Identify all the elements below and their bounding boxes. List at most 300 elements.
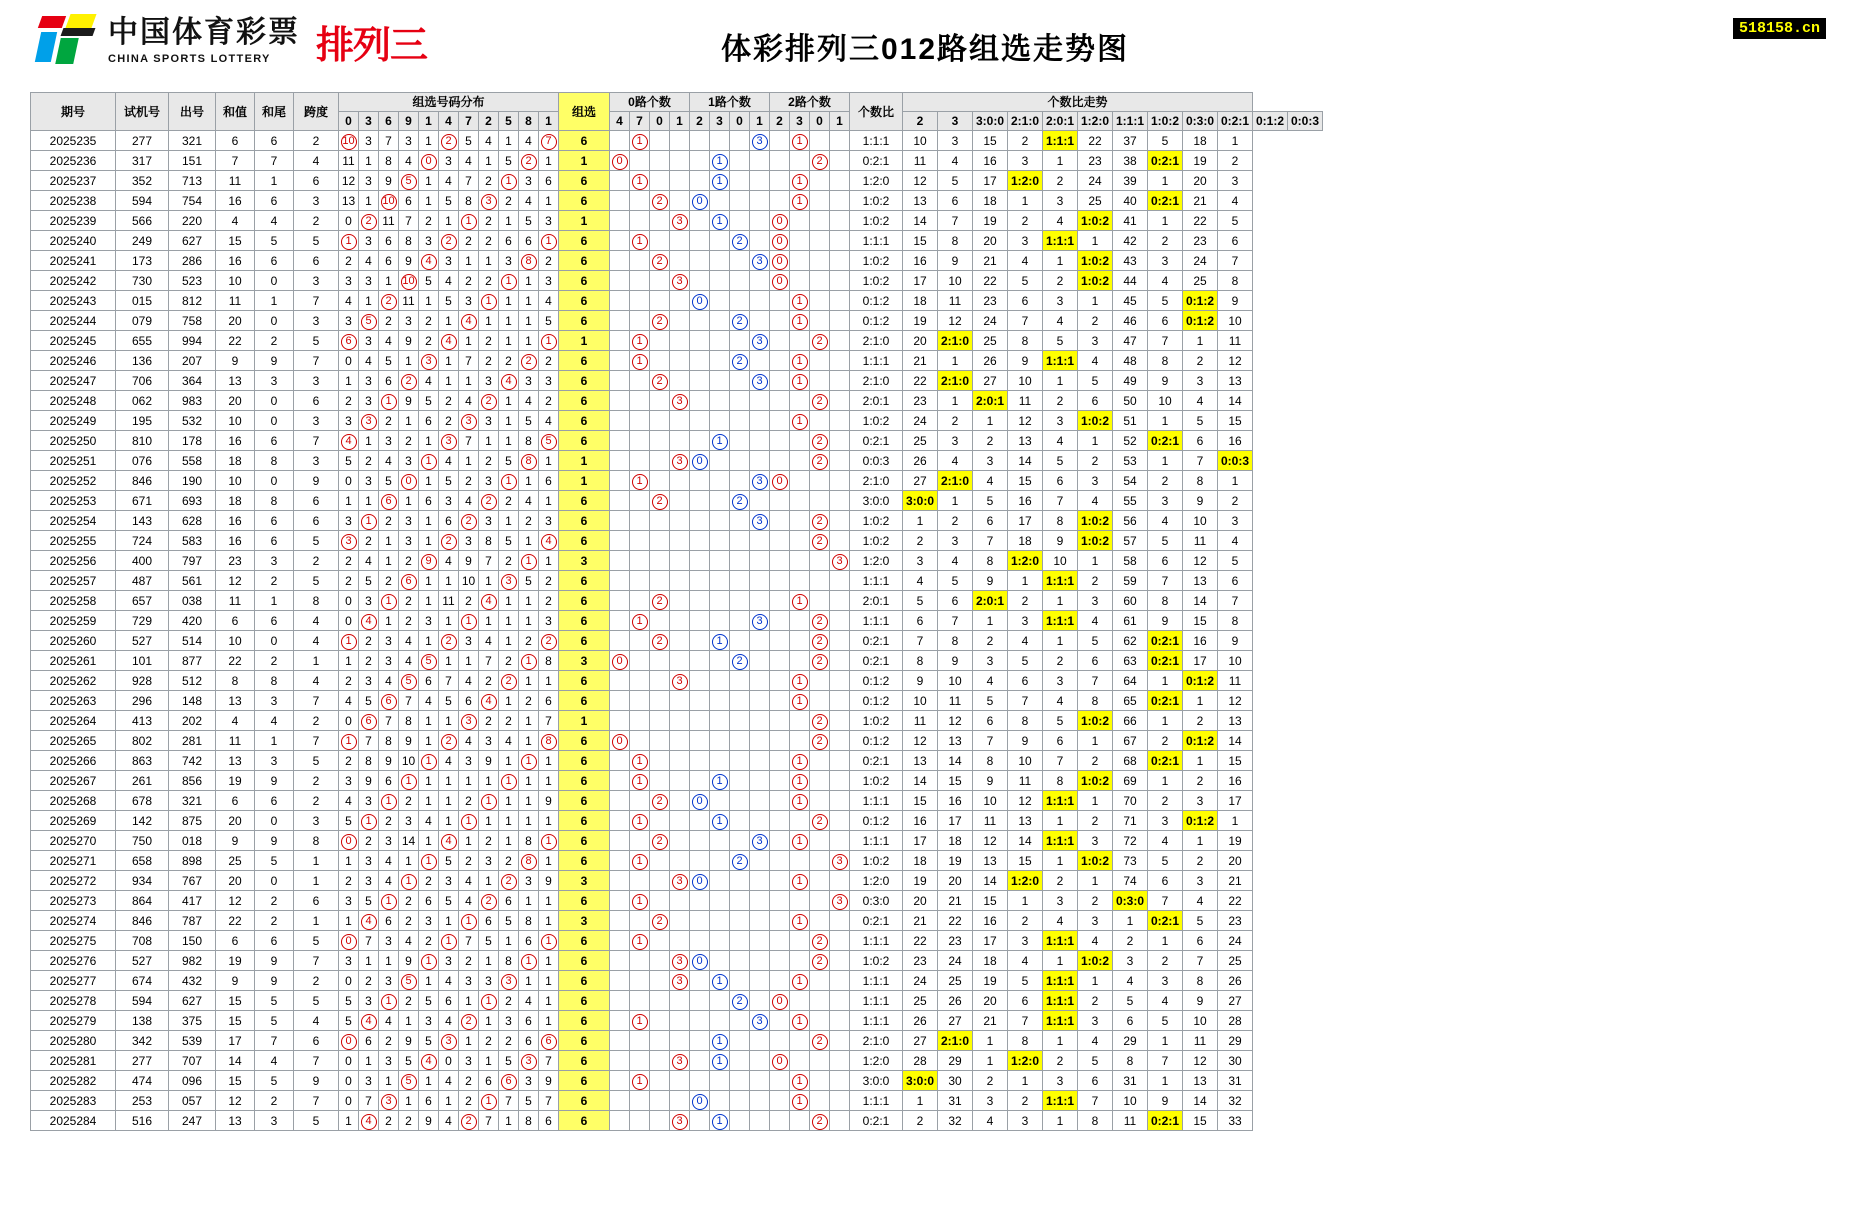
- cell-trend-5: 1: [1078, 791, 1113, 811]
- cell-issue: 2025282: [31, 1071, 116, 1091]
- cell-dist-4: 9: [419, 1111, 439, 1131]
- cell-cnt2-1: [790, 931, 810, 951]
- cell-dist-3: 2: [399, 911, 419, 931]
- cell-cnt1-2: 2: [730, 311, 750, 331]
- cell-cnt1-1: [710, 951, 730, 971]
- cell-cnt0-3: [670, 891, 690, 911]
- th-cnt0-1: 1: [670, 112, 690, 131]
- cell-try: 730: [116, 271, 169, 291]
- cell-dist-1: 7: [359, 931, 379, 951]
- cell-trend-9: 20: [1218, 851, 1253, 871]
- cell-sum: 19: [216, 771, 255, 791]
- cell-cnt2-3: [830, 531, 850, 551]
- cell-dist-2: 3: [379, 931, 399, 951]
- cell-trend-9: 0:0:3: [1218, 451, 1253, 471]
- cell-cnt1-2: [730, 291, 750, 311]
- cell-cnt2-3: [830, 391, 850, 411]
- th-span: 跨度: [294, 93, 339, 131]
- cell-sum: 11: [216, 171, 255, 191]
- cell-trend-2: 1: [973, 611, 1008, 631]
- cell-dist-9: 1: [519, 971, 539, 991]
- cell-dist-7: 2: [479, 391, 499, 411]
- cell-ratio: 1:0:2: [850, 511, 903, 531]
- cell-cnt0-0: [610, 1071, 630, 1091]
- cell-zx: 6: [559, 171, 610, 191]
- cell-trend-5: 24: [1078, 171, 1113, 191]
- cell-cnt0-2: [650, 1071, 670, 1091]
- cell-cnt0-2: [650, 291, 670, 311]
- cell-cnt1-2: [730, 211, 750, 231]
- cell-dist-9: 1: [519, 811, 539, 831]
- cell-cnt1-2: [730, 591, 750, 611]
- cell-sum-tail: 9: [255, 971, 294, 991]
- cell-cnt2-3: [830, 131, 850, 151]
- table-row: [31, 531, 1323, 551]
- th-road0-digit-0: 0: [339, 112, 359, 131]
- cell-cnt2-1: 1: [790, 1011, 810, 1031]
- cell-cnt0-0: [610, 511, 630, 531]
- cell-dist-5: 3: [439, 151, 459, 171]
- cell-cnt1-2: [730, 831, 750, 851]
- cell-cnt0-1: [630, 831, 650, 851]
- cell-cnt1-3: [750, 631, 770, 651]
- cell-cnt0-2: [650, 851, 670, 871]
- cell-sum-tail: 8: [255, 671, 294, 691]
- cell-cnt0-0: [610, 591, 630, 611]
- cell-dist-0: 1: [339, 371, 359, 391]
- cell-dist-8: 6: [499, 891, 519, 911]
- cell-dist-0: 5: [339, 991, 359, 1011]
- cell-dist-7: 1: [479, 771, 499, 791]
- cell-cnt1-0: [690, 1031, 710, 1051]
- cell-trend-9: 32: [1218, 1091, 1253, 1111]
- cell-dist-5: 3: [439, 251, 459, 271]
- trend-table: [30, 92, 1323, 1131]
- cell-trend-0: 14: [903, 771, 938, 791]
- cell-trend-4: 2: [1043, 1051, 1078, 1071]
- th-road1-digit-7: 7: [459, 112, 479, 131]
- th-cnt2-2: 2: [903, 112, 938, 131]
- cell-dist-1: 4: [359, 611, 379, 631]
- cell-trend-0: 3:0:0: [903, 491, 938, 511]
- cell-dist-3: 5: [399, 1051, 419, 1071]
- cell-cnt1-1: 1: [710, 431, 730, 451]
- cell-trend-9: 8: [1218, 271, 1253, 291]
- cell-cnt2-0: [770, 651, 790, 671]
- cell-trend-9: 2: [1218, 151, 1253, 171]
- cell-ratio: 0:3:0: [850, 891, 903, 911]
- cell-trend-5: 3: [1078, 591, 1113, 611]
- cell-cnt2-2: [810, 351, 830, 371]
- cell-ratio: 1:2:0: [850, 551, 903, 571]
- cell-zx: 1: [559, 211, 610, 231]
- cell-ratio: 0:1:2: [850, 731, 903, 751]
- cell-trend-4: 1: [1043, 371, 1078, 391]
- cell-dist-0: 0: [339, 971, 359, 991]
- cell-ratio: 2:0:1: [850, 391, 903, 411]
- cell-cnt1-0: [690, 491, 710, 511]
- cell-cnt0-2: [650, 971, 670, 991]
- cell-dist-0: 5: [339, 811, 359, 831]
- cell-cnt0-1: [630, 871, 650, 891]
- cell-trend-9: 12: [1218, 351, 1253, 371]
- cell-sum: 12: [216, 1091, 255, 1111]
- cell-trend-7: 7: [1148, 891, 1183, 911]
- cell-try: 062: [116, 391, 169, 411]
- cell-sum: 11: [216, 591, 255, 611]
- cell-cnt1-1: [710, 651, 730, 671]
- th-trend-3-0-0: 3:0:0: [973, 112, 1008, 131]
- cell-sum: 22: [216, 651, 255, 671]
- cell-cnt0-3: [670, 291, 690, 311]
- cell-trend-4: 3: [1043, 671, 1078, 691]
- cell-cnt0-2: [650, 1051, 670, 1071]
- cell-trend-3: 16: [1008, 491, 1043, 511]
- cell-trend-9: 30: [1218, 1051, 1253, 1071]
- cell-dist-5: 6: [439, 991, 459, 1011]
- cell-cnt0-2: 2: [650, 311, 670, 331]
- cell-dist-4: 4: [419, 811, 439, 831]
- cell-trend-8: 22: [1183, 211, 1218, 231]
- cell-dist-9: 6: [519, 1031, 539, 1051]
- cell-trend-8: 15: [1183, 1111, 1218, 1131]
- cell-cnt2-1: [790, 571, 810, 591]
- cell-zx: 1: [559, 451, 610, 471]
- th-sum-tail: 和尾: [255, 93, 294, 131]
- cell-trend-7: 2: [1148, 731, 1183, 751]
- cell-ratio: 1:0:2: [850, 191, 903, 211]
- cell-sum: 22: [216, 911, 255, 931]
- cell-try: 142: [116, 811, 169, 831]
- cell-try: 706: [116, 371, 169, 391]
- cell-cnt2-1: [790, 531, 810, 551]
- cell-zx: 6: [559, 1011, 610, 1031]
- cell-sum-tail: 5: [255, 851, 294, 871]
- cell-cnt0-3: [670, 311, 690, 331]
- cell-dist-0: 3: [339, 411, 359, 431]
- cell-sum-tail: 6: [255, 131, 294, 151]
- cell-cnt0-3: 3: [670, 1051, 690, 1071]
- cell-dist-10: 2: [539, 251, 559, 271]
- cell-trend-5: 5: [1078, 631, 1113, 651]
- cell-trend-2: 1: [973, 411, 1008, 431]
- cell-dist-5: 4: [439, 1111, 459, 1131]
- cell-dist-7: 1: [479, 1051, 499, 1071]
- cell-dist-2: 1: [379, 891, 399, 911]
- cell-trend-1: 25: [938, 971, 973, 991]
- cell-sum: 18: [216, 491, 255, 511]
- cell-cnt0-3: [670, 811, 690, 831]
- cell-dist-10: 2: [539, 571, 559, 591]
- cell-cnt2-1: 1: [790, 291, 810, 311]
- cell-cnt0-2: 2: [650, 251, 670, 271]
- cell-cnt2-1: [790, 391, 810, 411]
- cell-zx: 3: [559, 871, 610, 891]
- cell-trend-5: 5: [1078, 371, 1113, 391]
- cell-cnt2-1: [790, 991, 810, 1011]
- cell-trend-6: 4: [1113, 971, 1148, 991]
- cell-cnt0-1: 1: [630, 1071, 650, 1091]
- cell-dist-10: 3: [539, 371, 559, 391]
- cell-dist-0: 6: [339, 331, 359, 351]
- cell-cnt1-1: [710, 291, 730, 311]
- cell-trend-7: 1: [1148, 171, 1183, 191]
- cell-dist-6: 5: [459, 131, 479, 151]
- cell-cnt1-2: [730, 611, 750, 631]
- cell-cnt0-3: [670, 471, 690, 491]
- cell-ratio: 1:1:1: [850, 351, 903, 371]
- cell-trend-2: 9: [973, 771, 1008, 791]
- cell-cnt0-1: [630, 311, 650, 331]
- cell-cnt1-0: [690, 911, 710, 931]
- cell-cnt0-3: [670, 831, 690, 851]
- cell-trend-4: 1:1:1: [1043, 1091, 1078, 1111]
- cell-cnt1-2: [730, 951, 750, 971]
- cell-trend-3: 1: [1008, 191, 1043, 211]
- cell-cnt1-3: [750, 971, 770, 991]
- cell-trend-2: 27: [973, 371, 1008, 391]
- cell-dist-1: 3: [359, 411, 379, 431]
- cell-dist-5: 2: [439, 231, 459, 251]
- cell-trend-5: 25: [1078, 191, 1113, 211]
- cell-cnt1-0: [690, 151, 710, 171]
- cell-span: 7: [294, 731, 339, 751]
- cell-dist-4: 4: [419, 251, 439, 271]
- cell-dist-2: 1: [379, 1071, 399, 1091]
- cell-dist-8: 1: [499, 591, 519, 611]
- cell-dist-3: 5: [399, 1071, 419, 1091]
- cell-cnt0-2: [650, 391, 670, 411]
- table-row: [31, 431, 1323, 451]
- cell-dist-2: 8: [379, 731, 399, 751]
- cell-trend-6: 70: [1113, 791, 1148, 811]
- cell-cnt2-2: [810, 971, 830, 991]
- cell-dist-0: 1: [339, 731, 359, 751]
- cell-trend-4: 4: [1043, 431, 1078, 451]
- cell-issue: 2025259: [31, 611, 116, 631]
- cell-dist-2: 9: [379, 171, 399, 191]
- cell-dist-9: 1: [519, 611, 539, 631]
- cell-cnt0-3: [670, 851, 690, 871]
- cell-dist-8: 5: [499, 1051, 519, 1071]
- table-row: [31, 671, 1323, 691]
- cell-trend-3: 8: [1008, 1031, 1043, 1051]
- cell-trend-1: 4: [938, 551, 973, 571]
- cell-dist-9: 3: [519, 871, 539, 891]
- cell-trend-5: 3: [1078, 831, 1113, 851]
- cell-dist-10: 6: [539, 691, 559, 711]
- cell-dist-2: 3: [379, 631, 399, 651]
- cell-cnt2-0: [770, 331, 790, 351]
- cell-dist-9: 1: [519, 271, 539, 291]
- cell-cnt1-0: [690, 931, 710, 951]
- cell-trend-4: 1:1:1: [1043, 351, 1078, 371]
- cell-dist-7: 2: [479, 831, 499, 851]
- cell-cnt0-2: [650, 511, 670, 531]
- cell-dist-3: 2: [399, 991, 419, 1011]
- th-road2b-digit-7: 7: [630, 112, 650, 131]
- cell-dist-3: 2: [399, 551, 419, 571]
- cell-sum: 10: [216, 471, 255, 491]
- cell-cnt2-2: [810, 751, 830, 771]
- cell-ratio: 1:1:1: [850, 611, 903, 631]
- cell-trend-8: 14: [1183, 591, 1218, 611]
- cell-dist-0: 0: [339, 471, 359, 491]
- cell-trend-6: 62: [1113, 631, 1148, 651]
- cell-cnt2-3: [830, 231, 850, 251]
- cell-trend-4: 8: [1043, 771, 1078, 791]
- cell-cnt2-3: [830, 251, 850, 271]
- cell-cnt2-3: [830, 211, 850, 231]
- cell-issue: 2025248: [31, 391, 116, 411]
- cell-try: 487: [116, 571, 169, 591]
- cell-cnt2-1: 1: [790, 671, 810, 691]
- cell-trend-4: 1: [1043, 1031, 1078, 1051]
- cell-zx: 6: [559, 511, 610, 531]
- cell-trend-4: 1:1:1: [1043, 831, 1078, 851]
- cell-dist-2: 5: [379, 471, 399, 491]
- cell-out: 539: [169, 1031, 216, 1051]
- cell-dist-6: 4: [459, 151, 479, 171]
- cell-cnt0-1: 1: [630, 851, 650, 871]
- cell-sum: 15: [216, 231, 255, 251]
- cell-cnt1-3: 3: [750, 1011, 770, 1031]
- cell-cnt1-3: 3: [750, 371, 770, 391]
- cell-span: 3: [294, 451, 339, 471]
- cell-span: 3: [294, 811, 339, 831]
- cell-zx: 3: [559, 551, 610, 571]
- cell-ratio: 1:1:1: [850, 831, 903, 851]
- cell-trend-1: 4: [938, 451, 973, 471]
- cell-cnt0-3: [670, 151, 690, 171]
- cell-dist-5: 4: [439, 171, 459, 191]
- cell-dist-7: 1: [479, 291, 499, 311]
- cell-cnt0-1: [630, 991, 650, 1011]
- cell-dist-4: 5: [419, 991, 439, 1011]
- cell-trend-9: 10: [1218, 311, 1253, 331]
- cell-dist-4: 1: [419, 851, 439, 871]
- cell-ratio: 1:0:2: [850, 711, 903, 731]
- cell-trend-3: 4: [1008, 631, 1043, 651]
- cell-trend-5: 23: [1078, 151, 1113, 171]
- cell-sum-tail: 2: [255, 331, 294, 351]
- cell-cnt2-1: 1: [790, 751, 810, 771]
- cell-try: 413: [116, 711, 169, 731]
- cell-span: 2: [294, 971, 339, 991]
- cell-trend-7: 1: [1148, 711, 1183, 731]
- cell-dist-5: 1: [439, 1091, 459, 1111]
- cell-dist-0: 1: [339, 491, 359, 511]
- cell-trend-5: 22: [1078, 131, 1113, 151]
- cell-cnt0-0: [610, 751, 630, 771]
- cell-sum-tail: 2: [255, 651, 294, 671]
- cell-trend-3: 3: [1008, 1111, 1043, 1131]
- cell-dist-5: 0: [439, 1051, 459, 1071]
- cell-dist-3: 3: [399, 131, 419, 151]
- th-road0-digit-9: 9: [399, 112, 419, 131]
- cell-dist-9: 1: [519, 311, 539, 331]
- cell-trend-0: 4: [903, 571, 938, 591]
- cell-dist-7: 2: [479, 271, 499, 291]
- cell-sum: 16: [216, 251, 255, 271]
- cell-dist-6: 2: [459, 1011, 479, 1031]
- cell-trend-5: 7: [1078, 1091, 1113, 1111]
- cell-trend-8: 6: [1183, 931, 1218, 951]
- cell-issue: 2025243: [31, 291, 116, 311]
- cell-trend-0: 15: [903, 231, 938, 251]
- cell-cnt2-0: [770, 591, 790, 611]
- cell-dist-4: 5: [419, 651, 439, 671]
- cell-out: 856: [169, 771, 216, 791]
- cell-zx: 6: [559, 1031, 610, 1051]
- cell-cnt2-3: [830, 291, 850, 311]
- cell-cnt0-2: [650, 411, 670, 431]
- cell-try: 138: [116, 1011, 169, 1031]
- cell-cnt2-1: [790, 491, 810, 511]
- cell-cnt2-0: [770, 451, 790, 471]
- cell-cnt1-1: 1: [710, 1031, 730, 1051]
- cell-span: 7: [294, 431, 339, 451]
- cell-trend-0: 22: [903, 371, 938, 391]
- cell-issue: 2025279: [31, 1011, 116, 1031]
- cell-dist-3: 6: [399, 191, 419, 211]
- cell-trend-7: 1: [1148, 671, 1183, 691]
- cell-dist-5: 3: [439, 951, 459, 971]
- cell-cnt2-0: [770, 711, 790, 731]
- cell-dist-2: 2: [379, 411, 399, 431]
- cell-span: 6: [294, 251, 339, 271]
- cell-trend-4: 1:1:1: [1043, 1011, 1078, 1031]
- cell-sum-tail: 0: [255, 471, 294, 491]
- cell-trend-5: 2: [1078, 991, 1113, 1011]
- cell-ratio: 1:0:2: [850, 211, 903, 231]
- th-trend-1-2-0: 1:2:0: [1078, 112, 1113, 131]
- cell-ratio: 0:1:2: [850, 291, 903, 311]
- cell-cnt2-2: [810, 1011, 830, 1031]
- cell-cnt2-0: [770, 1091, 790, 1111]
- cell-cnt0-1: 1: [630, 171, 650, 191]
- cell-cnt0-2: [650, 1011, 670, 1031]
- cell-trend-4: 3: [1043, 291, 1078, 311]
- cell-trend-0: 1: [903, 511, 938, 531]
- cell-dist-8: 1: [499, 511, 519, 531]
- cell-cnt0-1: [630, 391, 650, 411]
- cell-zx: 6: [559, 811, 610, 831]
- cell-cnt0-1: 1: [630, 131, 650, 151]
- cell-dist-3: 1: [399, 491, 419, 511]
- cell-sum-tail: 4: [255, 711, 294, 731]
- cell-cnt0-2: [650, 1091, 670, 1111]
- cell-trend-8: 2: [1183, 851, 1218, 871]
- cell-span: 1: [294, 871, 339, 891]
- cell-trend-0: 18: [903, 851, 938, 871]
- cell-trend-8: 7: [1183, 951, 1218, 971]
- cell-span: 5: [294, 1111, 339, 1131]
- cell-dist-8: 2: [499, 491, 519, 511]
- cell-cnt1-1: [710, 591, 730, 611]
- cell-trend-2: 2:0:1: [973, 391, 1008, 411]
- cell-dist-10: 6: [539, 1031, 559, 1051]
- cell-trend-6: 43: [1113, 251, 1148, 271]
- cell-cnt1-0: [690, 611, 710, 631]
- cell-trend-0: 22: [903, 931, 938, 951]
- cell-trend-8: 11: [1183, 531, 1218, 551]
- cell-cnt2-3: [830, 911, 850, 931]
- cell-trend-1: 2: [938, 411, 973, 431]
- cell-issue: 2025235: [31, 131, 116, 151]
- cell-dist-5: 4: [439, 551, 459, 571]
- cell-dist-3: 2: [399, 431, 419, 451]
